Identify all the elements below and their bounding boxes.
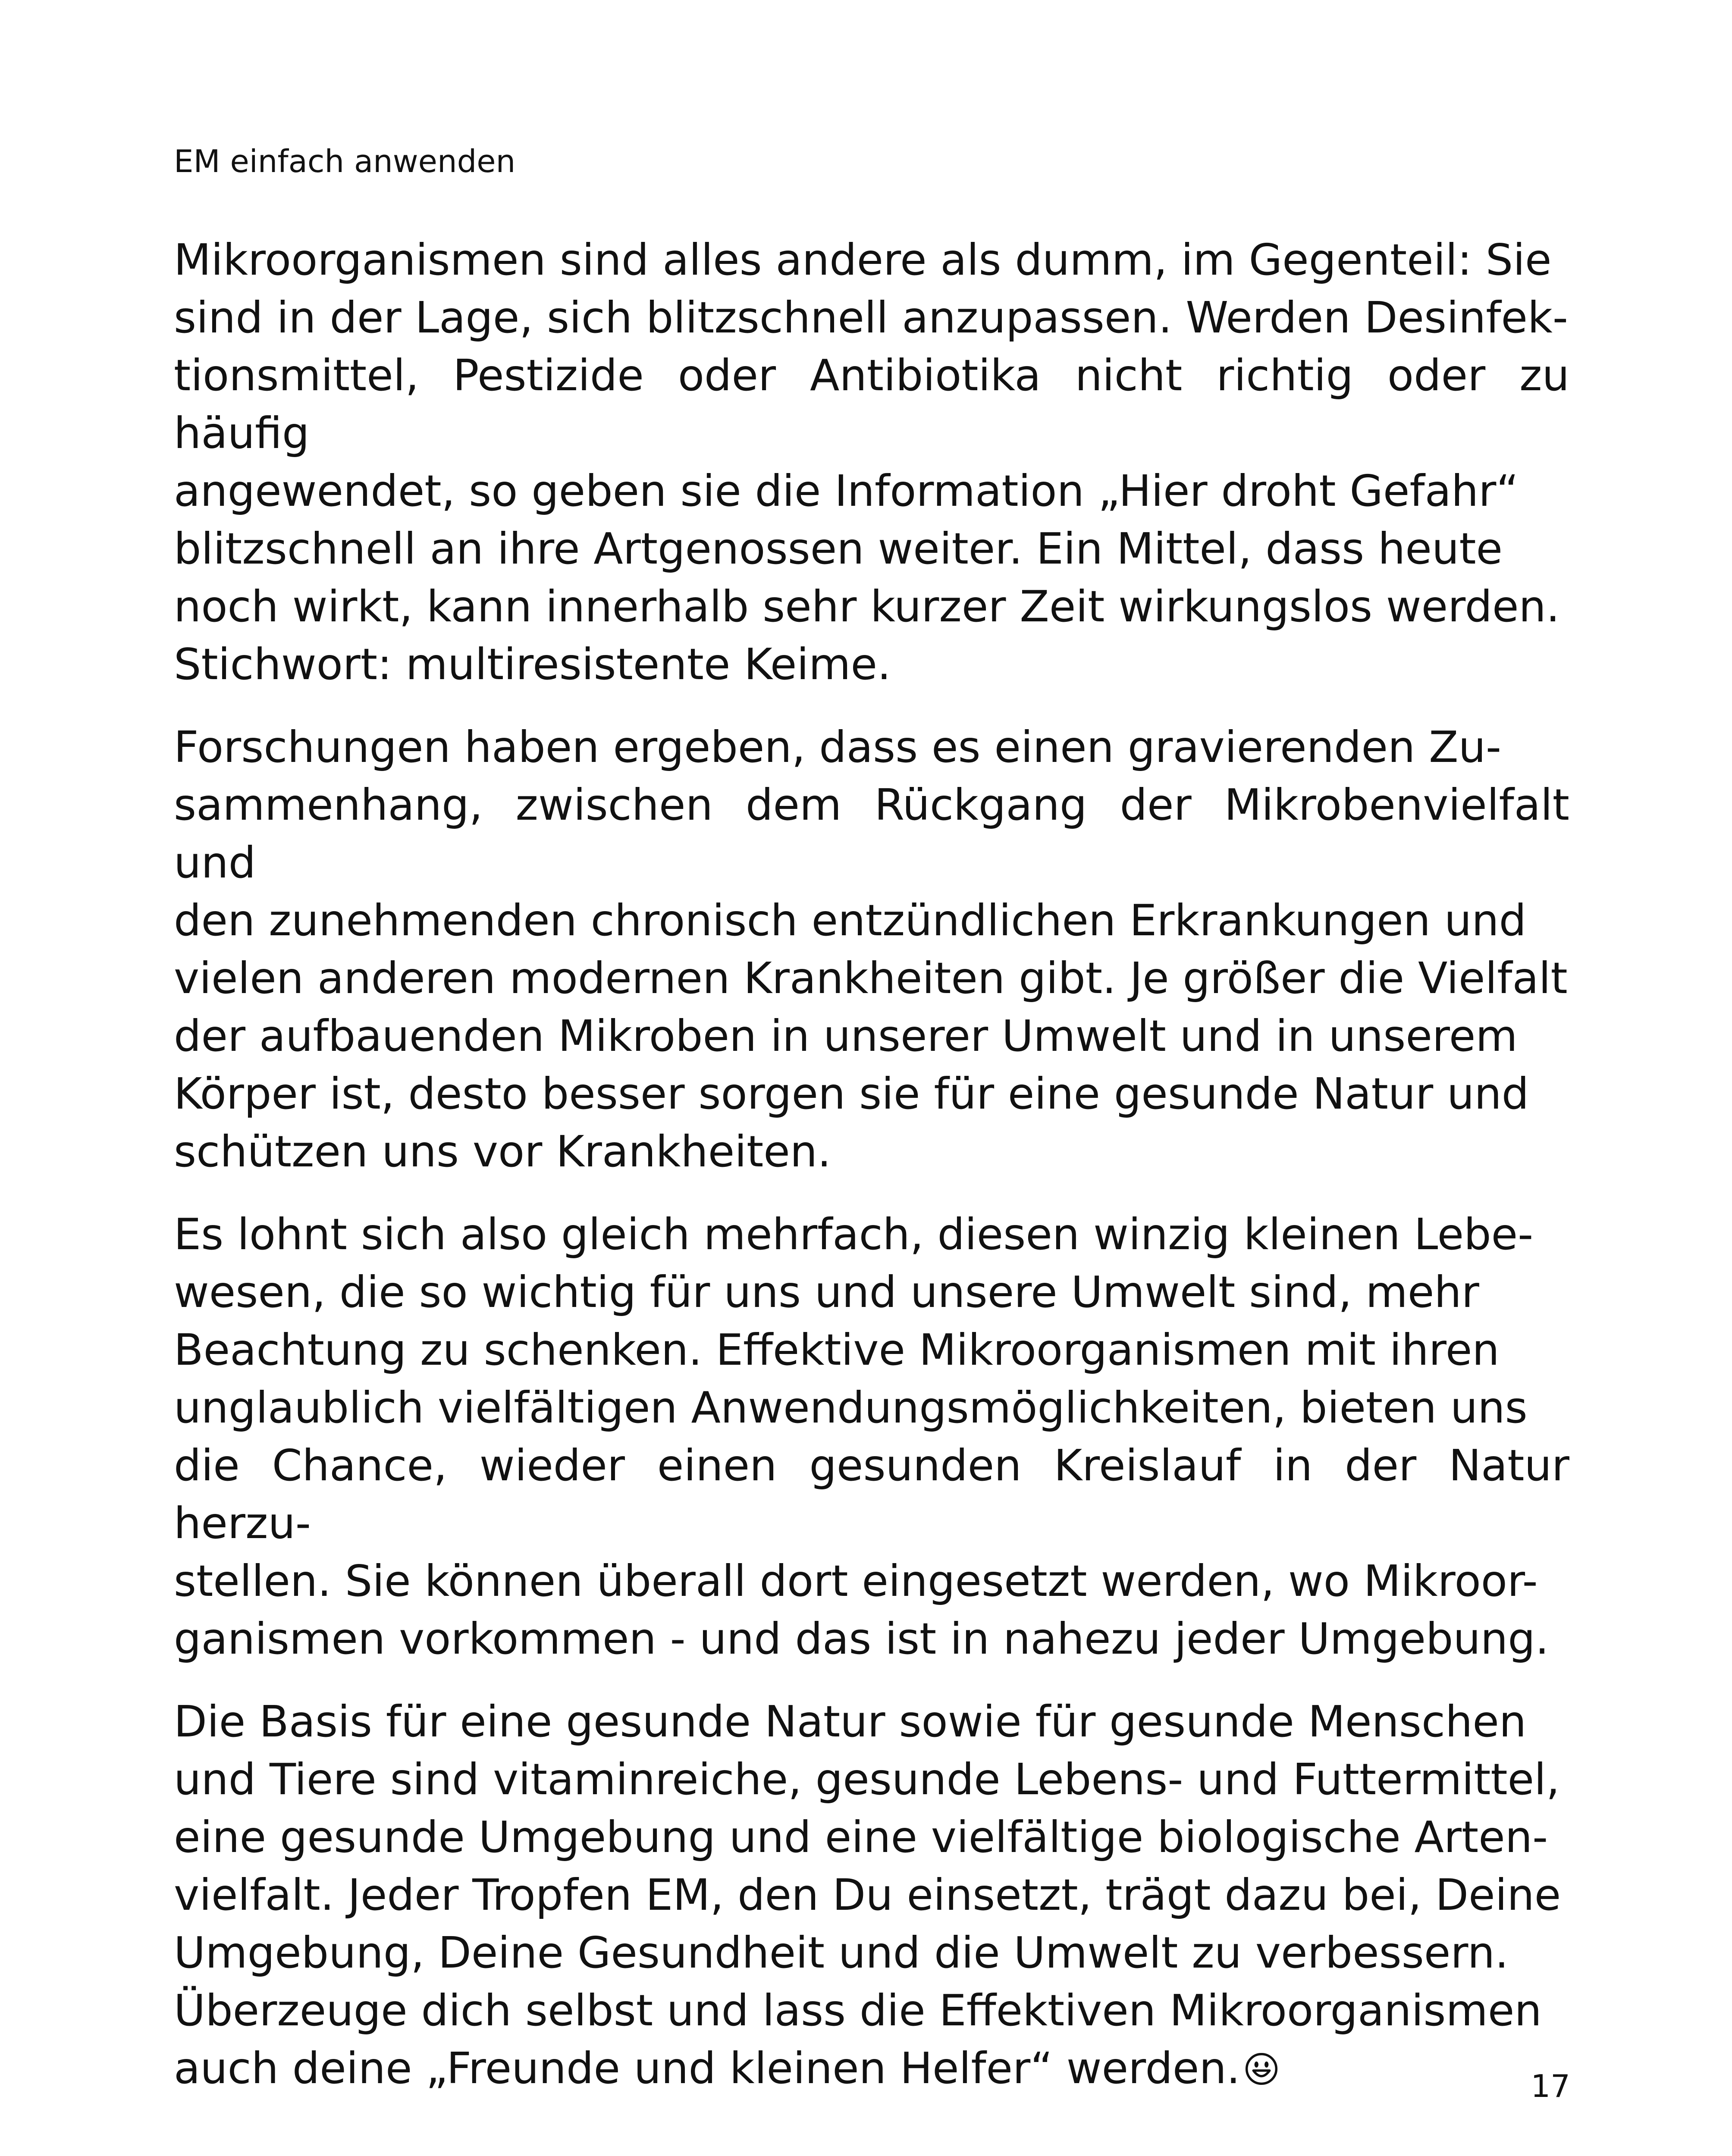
- line: Überzeuge dich selbst und lass die Effektiven Mikroorganismen: [174, 1985, 1542, 2036]
- paragraph: [174, 231, 1569, 693]
- line: unglaublich vielfältigen Anwendungsmöglichkeiten, bieten uns: [174, 1382, 1528, 1433]
- line: vielen anderen modernen Krankheiten gibt. Je größer die Vielfalt: [174, 953, 1568, 1003]
- line: der aufbauenden Mikroben in unserer Umwelt und in unserem: [174, 1011, 1518, 1061]
- line: Mikroorganismen sind alles andere als dumm, im Gegenteil: Sie: [174, 235, 1552, 285]
- line: Es lohnt sich also gleich mehrfach, diesen winzig kleinen Lebe-: [174, 1209, 1534, 1260]
- line: sind in der Lage, sich blitzschnell anzupassen. Werden Desinfek-: [174, 292, 1568, 343]
- page-number: 17: [1531, 2068, 1570, 2104]
- paragraph: [174, 1693, 1569, 2097]
- line: Umgebung, Deine Gesundheit und die Umwelt zu verbessern.: [174, 1927, 1509, 1978]
- line: auch deine „Freunde und kleinen Helfer“ werden.: [174, 2043, 1240, 2093]
- paragraph: [174, 1206, 1569, 1668]
- line: den zunehmenden chronisch entzündlichen Erkrankungen und: [174, 895, 1527, 946]
- line: ganismen vorkommen - und das ist in nahezu jeder Umgebung.: [174, 1614, 1549, 1664]
- smiley-face-icon: [1245, 2052, 1278, 2086]
- line: tionsmittel, Pestizide oder Antibiotika nicht richtig oder zu häufig: [174, 350, 1569, 458]
- line: wesen, die so wichtig für uns und unsere Umwelt sind, mehr: [174, 1267, 1479, 1317]
- line: stellen. Sie können überall dort eingesetzt werden, wo Mikroor-: [174, 1556, 1538, 1606]
- line: noch wirkt, kann innerhalb sehr kurzer Zeit wirkungslos werden.: [174, 581, 1560, 632]
- line: sammenhang, zwischen dem Rückgang der Mikrobenvielfalt und: [174, 780, 1569, 888]
- paragraph: [174, 718, 1569, 1181]
- line: eine gesunde Umgebung und eine vielfältige biologische Arten-: [174, 1812, 1548, 1862]
- line: und Tiere sind vitaminreiche, gesunde Lebens- und Futtermittel,: [174, 1754, 1560, 1805]
- line: vielfalt. Jeder Tropfen EM, den Du einsetzt, trägt dazu bei, Deine: [174, 1870, 1561, 1920]
- line: angewendet, so geben sie die Information „Hier droht Gefahr“: [174, 466, 1519, 516]
- line: blitzschnell an ihre Artgenossen weiter. Ein Mittel, dass heute: [174, 523, 1503, 574]
- running-header: EM einfach anwenden: [174, 143, 516, 179]
- line: Körper ist, desto besser sorgen sie für eine gesunde Natur und: [174, 1069, 1529, 1119]
- line: Stichwort: multiresistente Keime.: [174, 639, 891, 689]
- line: Forschungen haben ergeben, dass es einen gravierenden Zu-: [174, 722, 1502, 772]
- line: Die Basis für eine gesunde Natur sowie für gesunde Menschen: [174, 1696, 1527, 1747]
- body-text: [174, 231, 1569, 2122]
- line: schützen uns vor Krankheiten.: [174, 1126, 831, 1177]
- line: die Chance, wieder einen gesunden Kreislauf in der Natur herzu-: [174, 1440, 1569, 1548]
- line: Beachtung zu schenken. Effektive Mikroorganismen mit ihren: [174, 1325, 1500, 1375]
